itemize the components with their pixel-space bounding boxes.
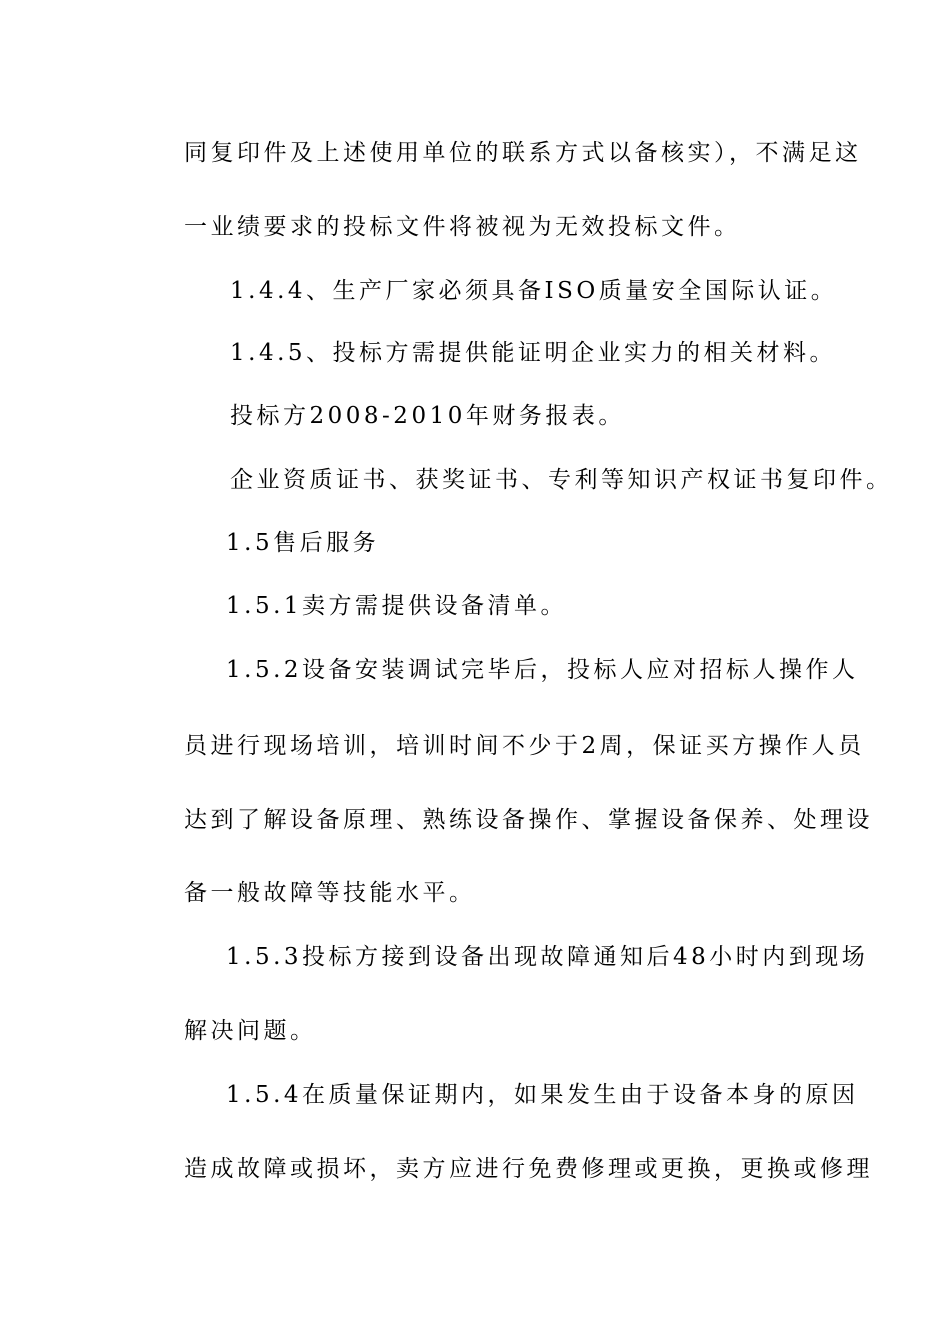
text-line: 投标方2008-2010年财务报表。 bbox=[230, 403, 625, 429]
text-line: 1.5.4在质量保证期内，如果发生由于设备本身的原因 bbox=[226, 1082, 859, 1108]
section-heading: 1.5售后服务 bbox=[226, 530, 380, 556]
text-line: 一业绩要求的投标文件将被视为无效投标文件。 bbox=[184, 214, 741, 240]
text-line: 达到了解设备原理、熟练设备操作、掌握设备保养、处理设 bbox=[184, 807, 873, 833]
text-line: 备一般故障等技能水平。 bbox=[184, 880, 476, 906]
text-line: 1.5.2设备安装调试完毕后，投标人应对招标人操作人 bbox=[226, 657, 859, 683]
text-line: 企业资质证书、获奖证书、专利等知识产权证书复印件。 bbox=[230, 467, 893, 493]
text-line: 1.4.5、投标方需提供能证明企业实力的相关材料。 bbox=[230, 340, 837, 366]
text-line: 造成故障或损坏，卖方应进行免费修理或更换，更换或修理 bbox=[184, 1156, 873, 1182]
text-line: 1.4.4、生产厂家必须具备ISO质量安全国际认证。 bbox=[230, 278, 838, 304]
text-line: 1.5.1卖方需提供设备清单。 bbox=[226, 593, 568, 619]
text-line: 解决问题。 bbox=[184, 1018, 317, 1044]
text-line: 1.5.3投标方接到设备出现故障通知后48小时内到现场 bbox=[226, 944, 869, 970]
text-line: 同复印件及上述使用单位的联系方式以备核实），不满足这 bbox=[184, 140, 862, 166]
text-line: 员进行现场培训，培训时间不少于2周，保证买方操作人员 bbox=[184, 733, 865, 759]
